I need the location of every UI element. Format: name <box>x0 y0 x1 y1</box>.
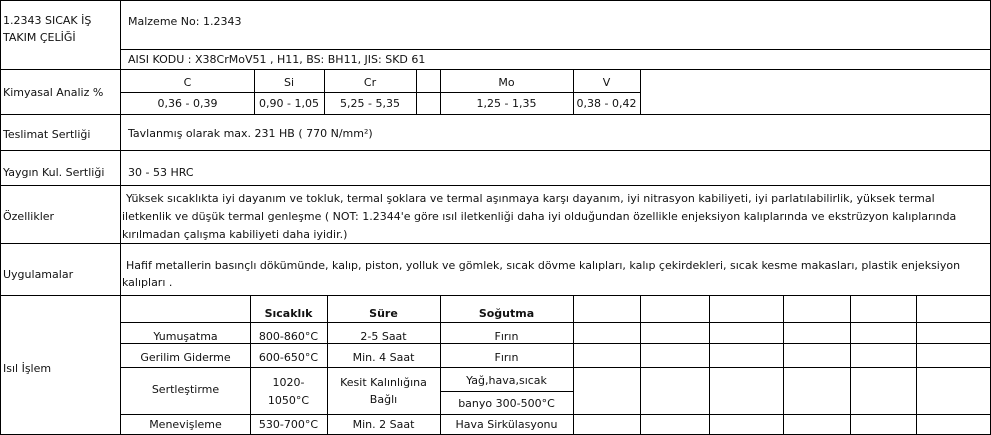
hardening-temperature-line2: 1050°C <box>267 394 310 407</box>
grid-line-vertical <box>416 69 417 115</box>
grid-line-vertical <box>709 295 710 435</box>
duration-header: Süre <box>369 307 398 320</box>
stress-relief-temperature: 600-650°C <box>258 351 319 364</box>
grid-line-vertical <box>0 0 1 435</box>
stress-relief-cooling: Fırın <box>494 351 519 364</box>
chemical-analysis-label: Kimyasal Analiz % <box>3 86 104 99</box>
grid-line-horizontal <box>0 114 991 115</box>
stress-relief-duration: Min. 4 Saat <box>352 351 415 364</box>
properties-text-line3: kırılmadan çalışma kabiliyeti daha iyidir.) <box>122 228 348 241</box>
element-mo-range: 1,25 - 1,35 <box>476 97 537 110</box>
grid-line-horizontal <box>0 295 991 296</box>
element-v-symbol: V <box>602 76 611 89</box>
hardening-cooling-line2: banyo 300-500°C <box>458 397 555 410</box>
properties-label: Özellikler <box>3 210 55 223</box>
grid-line-horizontal <box>0 185 991 186</box>
grid-line-vertical <box>916 295 917 435</box>
tempering-temperature: 530-700°C <box>258 418 319 431</box>
grid-line-vertical <box>850 295 851 435</box>
material-title-line2: TAKIM ÇELİĞİ <box>3 31 76 44</box>
aisi-code: AISI KODU : X38CrMoV51 , H11, BS: BH11, JIS: SKD 61 <box>128 53 426 66</box>
element-mo-symbol: Mo <box>498 76 515 89</box>
hardening-temperature-line1: 1020- <box>272 376 305 389</box>
applications-text-line1: Hafif metallerin basınçlı dökümünde, kalıp, piston, yolluk ve gömlek, sıcak dövme kalıpları, kalıp çekirdekleri, sıcak kesme makasları, plastik enjeksiyon <box>126 259 961 272</box>
temperature-header: Sıcaklık <box>264 307 313 320</box>
element-si-symbol: Si <box>283 76 295 89</box>
element-v-range: 0,38 - 0,42 <box>576 97 637 110</box>
process-tempering: Menevişleme <box>149 418 222 431</box>
delivery-hardness-label: Teslimat Sertliği <box>3 128 91 141</box>
applications-text-line2: kalıpları . <box>122 276 173 289</box>
process-hardening: Sertleştirme <box>151 383 220 396</box>
process-stress-relief: Gerilim Giderme <box>140 351 231 364</box>
properties-text-line2: iletkenlik ve düşük termal genleşme ( NOT: 1.2344'e göre ısıl iletkenliği daha iyi olduğundan özellikle enjeksiyon kalıplarında ve ekstrüzyon kalıplarında <box>122 210 957 223</box>
hardening-cooling-line1: Yağ,hava,sıcak <box>466 374 547 387</box>
material-title-line1: 1.2343 SICAK İŞ <box>3 14 92 27</box>
grid-line-horizontal <box>0 69 991 70</box>
hardening-duration-line2: Bağlı <box>369 393 398 406</box>
cooling-header: Soğutma <box>478 307 535 320</box>
grid-line-horizontal <box>0 150 991 151</box>
grid-line-horizontal <box>120 49 991 50</box>
material-number: Malzeme No: 1.2343 <box>128 15 242 28</box>
heat-treatment-label: Isıl İşlem <box>3 362 52 375</box>
grid-line-horizontal <box>120 92 641 93</box>
grid-line-horizontal <box>440 391 574 392</box>
annealing-duration: 2-5 Saat <box>360 330 407 343</box>
process-annealing: Yumuşatma <box>153 330 218 343</box>
applications-label: Uygulamalar <box>3 268 74 281</box>
grid-line-vertical <box>573 295 574 435</box>
delivery-hardness-value: Tavlanmış olarak max. 231 HB ( 770 N/mm²) <box>128 127 373 140</box>
annealing-cooling: Fırın <box>494 330 519 343</box>
annealing-temperature: 800-860°C <box>258 330 319 343</box>
common-hardness-value: 30 - 53 HRC <box>128 166 194 179</box>
grid-line-horizontal <box>0 0 991 1</box>
element-si-range: 0,90 - 1,05 <box>259 97 319 110</box>
tempering-cooling: Hava Sirkülasyonu <box>455 418 558 431</box>
tempering-duration: Min. 2 Saat <box>352 418 415 431</box>
properties-text-line1: Yüksek sıcaklıkta iyi dayanım ve tokluk, termal şoklara ve termal aşınmaya karşı dayanım, iyi nitrasyon kabiliyeti, iyi parlatılabilirlik, yüksek termal <box>126 192 935 205</box>
hardening-duration-line1: Kesit Kalınlığına <box>340 376 427 389</box>
element-c-range: 0,36 - 0,39 <box>157 97 218 110</box>
element-cr-symbol: Cr <box>363 76 377 89</box>
element-cr-range: 5,25 - 5,35 <box>340 97 400 110</box>
grid-line-horizontal <box>0 243 991 244</box>
grid-line-vertical <box>640 69 641 115</box>
grid-line-vertical <box>783 295 784 435</box>
grid-line-vertical <box>640 295 641 435</box>
common-hardness-label: Yaygın Kul. Sertliği <box>3 166 105 179</box>
grid-line-vertical <box>120 0 121 435</box>
element-c-symbol: C <box>183 76 192 89</box>
